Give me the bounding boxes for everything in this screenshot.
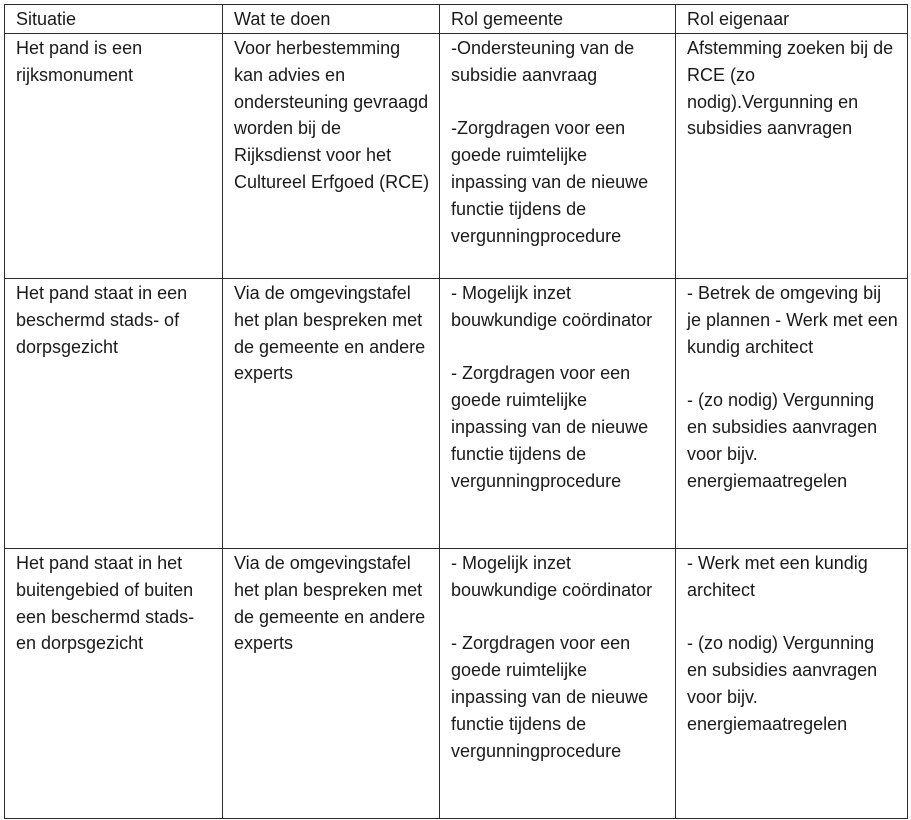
cell-situatie [5, 34, 223, 279]
cell-paragraph: -Zorgdragen voor een goede ruimtelijke inpassing van de nieuwe functie tijdens de vergunningprocedure [451, 118, 649, 246]
responsibility-table [4, 4, 908, 819]
table-body [5, 34, 908, 819]
cell-paragraph: - Zorgdragen voor een goede ruimtelijke inpassing van de nieuwe functie tijdens de vergunningprocedure [451, 363, 649, 491]
table-row [5, 279, 908, 549]
cell-text: Via de omgevingstafel het plan bespreken met de gemeente en andere experts [234, 553, 426, 654]
cell-paragraph: - (zo nodig) Vergunning en subsidies aanvragen voor bijv. energiemaatregelen [687, 390, 878, 491]
cell-paragraph: - Werk met een kundig architect [687, 553, 868, 600]
cell-wat-te-doen [223, 279, 440, 549]
cell-rol-eigenaar [676, 549, 908, 819]
cell-paragraph: - (zo nodig) Vergunning en subsidies aanvragen voor bijv. energiemaatregelen [687, 633, 878, 734]
cell-paragraph: -Ondersteuning van de subsidie aanvraag [451, 38, 635, 85]
cell-wat-te-doen [223, 549, 440, 819]
cell-situatie [5, 279, 223, 549]
cell-text: Het pand staat in een beschermd stads- of dorpsgezicht [16, 283, 188, 357]
cell-rol-gemeente [440, 549, 676, 819]
cell-rol-eigenaar [676, 34, 908, 279]
cell-text: Het pand staat in het buitengebied of buiten een beschermd stads- en dorpsgezicht [16, 553, 195, 654]
table-row [5, 34, 908, 279]
table-row [5, 549, 908, 819]
cell-paragraph: - Zorgdragen voor een goede ruimtelijke inpassing van de nieuwe functie tijdens de vergunningprocedure [451, 633, 649, 761]
cell-rol-eigenaar [676, 279, 908, 549]
cell-wat-te-doen [223, 34, 440, 279]
header-rol-gemeente: Rol gemeente [440, 5, 676, 34]
cell-paragraph: - Mogelijk inzet bouwkundige coördinator [451, 553, 653, 600]
cell-text: Voor herbestemming kan advies en ondersteuning gevraagd worden bij de Rijksdienst voor het Cultureel Erfgoed (RCE) [234, 38, 430, 192]
table-header [5, 5, 908, 34]
cell-paragraph: - Betrek de omgeving bij je plannen - Werk met een kundig architect [687, 283, 898, 357]
cell-text: Via de omgevingstafel het plan bespreken met de gemeente en andere experts [234, 283, 426, 384]
cell-rol-gemeente [440, 34, 676, 279]
cell-rol-gemeente [440, 279, 676, 549]
header-rol-eigenaar: Rol eigenaar [676, 5, 908, 34]
header-situatie: Situatie [5, 5, 223, 34]
header-row [5, 5, 908, 34]
cell-paragraph: - Mogelijk inzet bouwkundige coördinator [451, 283, 653, 330]
cell-paragraph: Afstemming zoeken bij de RCE (zo nodig).Vergunning en subsidies aanvragen [687, 38, 894, 139]
header-wat-te-doen: Wat te doen [223, 5, 440, 34]
cell-situatie [5, 549, 223, 819]
cell-text: Het pand is een rijksmonument [16, 38, 143, 85]
